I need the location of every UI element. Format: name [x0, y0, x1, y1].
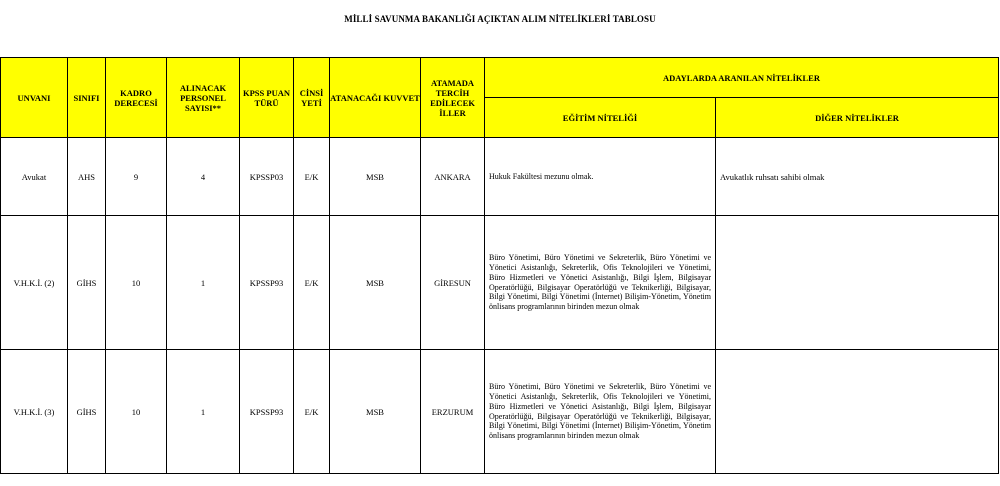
header-atanacagi-kuvvet: ATANACAĞI KUVVET: [330, 58, 421, 138]
qualifications-table: [0, 57, 999, 474]
table-row: [1, 350, 999, 474]
cell-kuvvet: MSB: [330, 216, 421, 350]
cell-sinifi: GİHS: [68, 216, 106, 350]
cell-unvani: V.H.K.İ. (2): [1, 216, 68, 350]
header-cinsiyeti: CİNSİ YETİ: [294, 58, 330, 138]
cell-kadro-derecesi: 9: [106, 138, 167, 216]
cell-egitim: Büro Yönetimi, Büro Yönetimi ve Sekreterlik, Büro Yönetimi ve Yönetici Asistanlığı, Sekreterlik, Ofis Teknolojileri ve Yönetimi, Büro Hizmetleri ve Yönetici Asistanlığı, Bilgi İşlem, Bilgisayar Operatörlüğü, Bilgisayar Operatörlüğü ve Teknikerliği, Bilgisayar, Bilgi Yönetimi, Bilgi Yönetimi (İnternet) Bilişim-Yönetim, Yönetim önlisans programlarının birinden mezun olmak: [485, 350, 716, 474]
cell-iller: GİRESUN: [421, 216, 485, 350]
cell-egitim: Büro Yönetimi, Büro Yönetimi ve Sekreterlik, Büro Yönetimi ve Yönetici Asistanlığı, Sekreterlik, Ofis Teknolojileri ve Yönetimi, Büro Hizmetleri ve Yönetici Asistanlığı, Bilgi İşlem, Bilgisayar Operatörlüğü, Bilgisayar Operatörlüğü ve Teknikerliği, Bilgisayar, Bilgi Yönetimi, Bilgi Yönetimi (İnternet) Bilişim-Yönetim, Yönetim önlisans programlarının birinden mezun olmak: [485, 216, 716, 350]
header-kpss-puan-turu: KPSS PUAN TÜRÜ: [240, 58, 294, 138]
table-row: [1, 216, 999, 350]
cell-diger: [716, 216, 999, 350]
header-atamada-tercih: ATAMADA TERCİH EDİLECEK İLLER: [421, 58, 485, 138]
cell-kpss: KPSSP93: [240, 350, 294, 474]
cell-sinifi: AHS: [68, 138, 106, 216]
header-alinacak-personel: ALINACAK PERSONEL SAYISI**: [167, 58, 240, 138]
cell-unvani: Avukat: [1, 138, 68, 216]
cell-sinifi: GİHS: [68, 350, 106, 474]
cell-kadro-derecesi: 10: [106, 350, 167, 474]
cell-iller: ANKARA: [421, 138, 485, 216]
cell-kadro-derecesi: 10: [106, 216, 167, 350]
header-kadro-derecesi: KADRO DERECESİ: [106, 58, 167, 138]
cell-cinsiyet: E/K: [294, 350, 330, 474]
cell-diger: Avukatlık ruhsatı sahibi olmak: [716, 138, 999, 216]
header-sinifi: SINIFI: [68, 58, 106, 138]
cell-personel-sayisi: 1: [167, 216, 240, 350]
cell-egitim: Hukuk Fakültesi mezunu olmak.: [485, 138, 716, 216]
cell-personel-sayisi: 4: [167, 138, 240, 216]
cell-unvani: V.H.K.İ. (3): [1, 350, 68, 474]
header-adaylarda-aranilan: ADAYLARDA ARANILAN NİTELİKLER: [485, 58, 999, 98]
cell-diger: [716, 350, 999, 474]
cell-kuvvet: MSB: [330, 138, 421, 216]
header-egitim-niteligi: EĞİTİM NİTELİĞİ: [485, 98, 716, 138]
cell-kpss: KPSSP03: [240, 138, 294, 216]
header-unvani: UNVANI: [1, 58, 68, 138]
cell-iller: ERZURUM: [421, 350, 485, 474]
page-title: MİLLİ SAVUNMA BAKANLIĞI AÇIKTAN ALIM NİTELİKLERİ TABLOSU: [344, 14, 656, 24]
table-row: [1, 138, 999, 216]
cell-kpss: KPSSP93: [240, 216, 294, 350]
cell-cinsiyet: E/K: [294, 216, 330, 350]
cell-personel-sayisi: 1: [167, 350, 240, 474]
cell-kuvvet: MSB: [330, 350, 421, 474]
header-diger-nitelikler: DİĞER NİTELİKLER: [716, 98, 999, 138]
cell-cinsiyet: E/K: [294, 138, 330, 216]
